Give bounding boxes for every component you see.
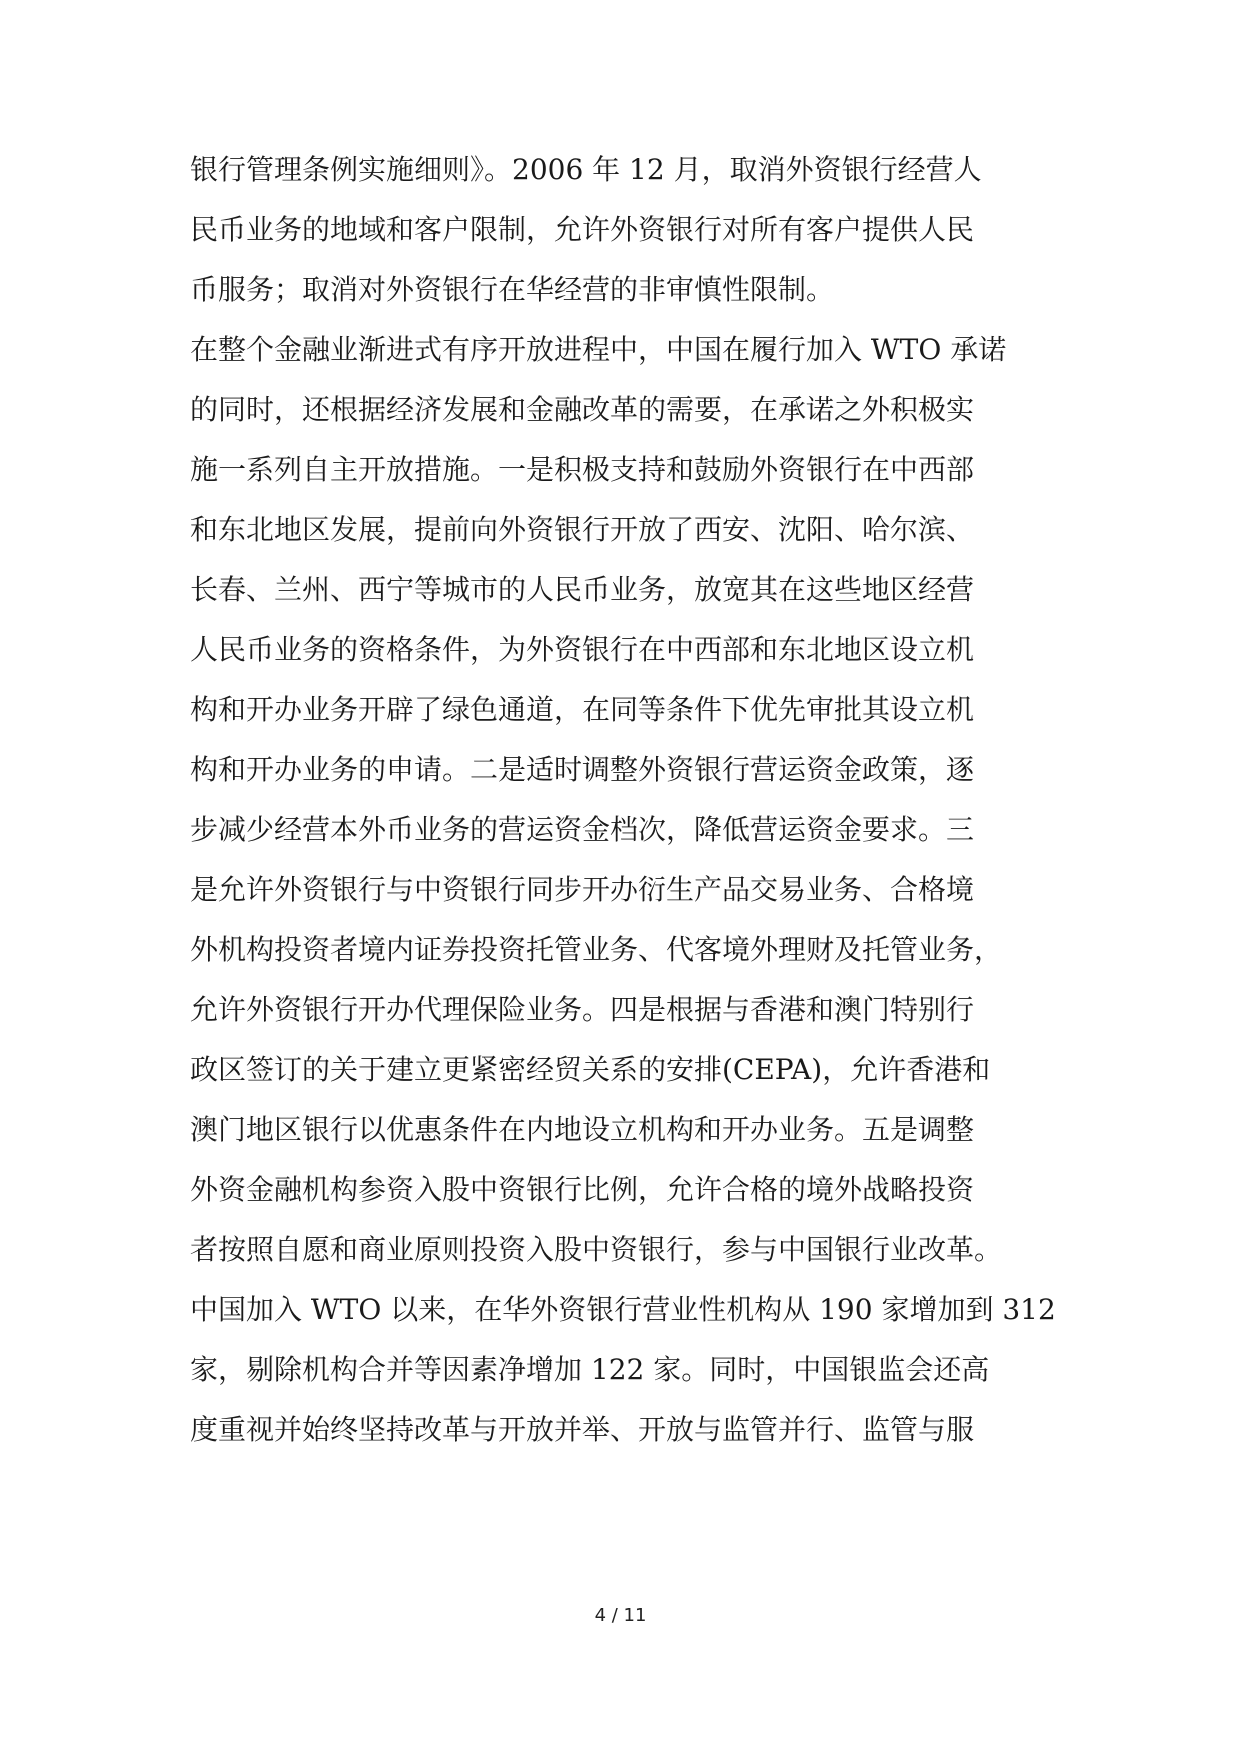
text-line: 施一系列自主开放措施。一是积极支持和鼓励外资银行在中西部 [190, 453, 975, 486]
text-line: 和东北地区发展，提前向外资银行开放了西安、沈阳、哈尔滨、 [190, 513, 975, 546]
text-line: 在整个金融业渐进式有序开放进程中，中国在履行加入 WTO 承诺 [190, 333, 1007, 366]
text-line: 构和开办业务的申请。二是适时调整外资银行营运资金政策，逐 [190, 753, 975, 786]
text-line: 家，剔除机构合并等因素净增加 122 家。同时，中国银监会还高 [190, 1353, 990, 1386]
text-line: 是允许外资银行与中资银行同步开办衍生产品交易业务、合格境 [190, 873, 975, 906]
text-line: 澳门地区银行以优惠条件在内地设立机构和开办业务。五是调整 [190, 1113, 975, 1146]
text-line: 者按照自愿和商业原则投资入股中资银行，参与中国银行业改革。 [190, 1233, 1003, 1266]
text-line: 政区签订的关于建立更紧密经贸关系的安排(CEPA)，允许香港和 [190, 1053, 991, 1086]
text-line: 步减少经营本外币业务的营运资金档次，降低营运资金要求。三 [190, 813, 975, 846]
text-line: 度重视并始终坚持改革与开放并举、开放与监管并行、监管与服 [190, 1413, 975, 1446]
text-line: 外机构投资者境内证券投资托管业务、代客境外理财及托管业务， [190, 933, 1003, 966]
text-line: 外资金融机构参资入股中资银行比例，允许合格的境外战略投资 [190, 1173, 975, 1206]
text-line: 允许外资银行开办代理保险业务。四是根据与香港和澳门特别行 [190, 993, 975, 1026]
text-line: 银行管理条例实施细则》。2006 年 12 月，取消外资银行经营人 [190, 153, 982, 186]
text-line: 的同时，还根据经济发展和金融改革的需要，在承诺之外积极实 [190, 393, 975, 426]
text-line: 构和开办业务开辟了绿色通道，在同等条件下优先审批其设立机 [190, 693, 975, 726]
text-line: 币服务；取消对外资银行在华经营的非审慎性限制。 [190, 273, 835, 306]
page-number: 4 / 11 [594, 1605, 647, 1626]
text-line: 中国加入 WTO 以来，在华外资银行营业性机构从 190 家增加到 312 [190, 1293, 1056, 1326]
text-line: 民币业务的地域和客户限制，允许外资银行对所有客户提供人民 [190, 213, 975, 246]
text-line: 长春、兰州、西宁等城市的人民币业务，放宽其在这些地区经营 [190, 573, 975, 606]
text-line: 人民币业务的资格条件，为外资银行在中西部和东北地区设立机 [190, 633, 975, 666]
